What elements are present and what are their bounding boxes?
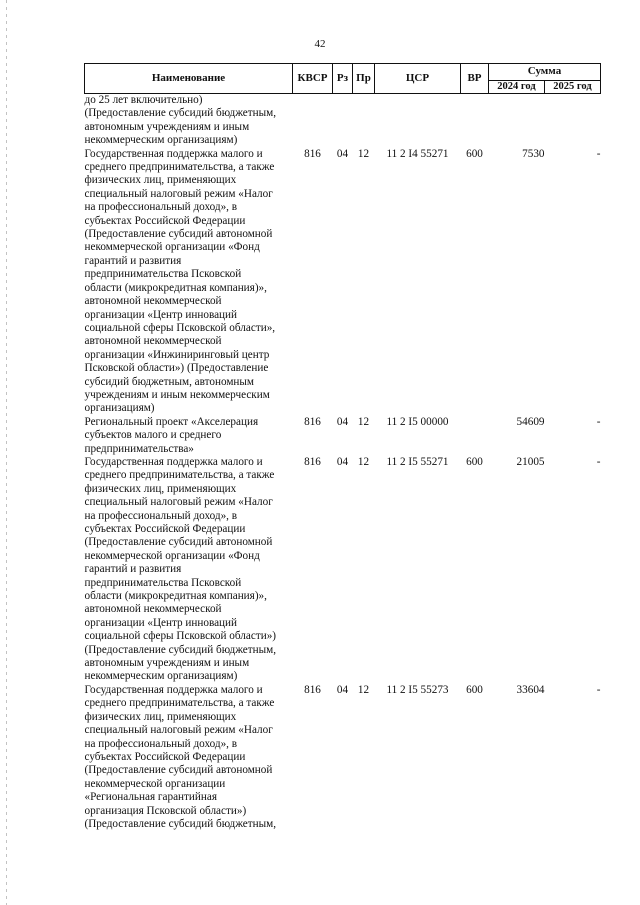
name-line: специальный налоговый режим «Налог <box>84 724 273 737</box>
name-line: (Предоставление субсидий автономной <box>84 536 273 549</box>
name-line: автономной некоммерческой <box>84 295 222 308</box>
cell-name <box>85 684 293 831</box>
cell-kvsr: 816 <box>304 415 321 428</box>
cell-csr: 11 2 I5 00000 <box>386 415 449 428</box>
header-pr: Пр <box>353 64 375 94</box>
cell-sum-2025: - <box>596 683 601 696</box>
name-line: Государственная поддержка малого и <box>84 683 263 696</box>
name-line: среднего предпринимательства, а также <box>84 161 275 174</box>
cell-sum-2025: - <box>596 415 601 428</box>
header-name: Наименование <box>85 64 293 94</box>
name-line: среднего предпринимательства, а также <box>84 469 275 482</box>
name-line: физических лиц, применяющих <box>84 174 237 187</box>
name-line: физических лиц, применяющих <box>84 482 237 495</box>
name-line: области (микрокредитная компания)», <box>84 590 267 603</box>
cell-name <box>85 416 293 456</box>
name-line: специальный налоговый режим «Налог <box>84 496 273 509</box>
name-line: субъектах Российской Федерации <box>84 750 246 763</box>
name-line: «Региональная гарантийная <box>84 791 217 804</box>
name-line: среднего предпринимательства, а также <box>84 697 275 710</box>
cell-rz: 04 <box>336 415 349 428</box>
name-line: физических лиц, применяющих <box>84 710 237 723</box>
cell-csr: 11 2 I4 55271 <box>386 147 449 160</box>
name-line: области (микрокредитная компания)», <box>84 281 267 294</box>
cell-csr <box>375 94 461 148</box>
cell-vr: 600 <box>466 455 483 468</box>
header-sum: Сумма <box>489 64 601 81</box>
name-line: автономной некоммерческой <box>84 335 222 348</box>
name-line: автономной некоммерческой <box>84 603 222 616</box>
cell-vr <box>461 94 489 148</box>
cell-csr: 11 2 I5 55273 <box>386 683 449 696</box>
cell-kvsr: 816 <box>304 147 321 160</box>
cell-rz: 04 <box>336 683 349 696</box>
cell-name <box>85 148 293 416</box>
name-line: организация Псковской области») <box>84 804 247 817</box>
name-line: автономным учреждениям и иным <box>84 120 250 133</box>
name-line: организации «Инжиниринговый центр <box>84 348 270 361</box>
cell-kvsr: 816 <box>304 455 321 468</box>
page-number: 42 <box>314 38 326 50</box>
name-line: гарантий и развития <box>84 563 182 576</box>
cell-pr: 12 <box>357 147 370 160</box>
name-line: Государственная поддержка малого и <box>84 455 263 468</box>
name-line: некоммерческой организации «Фонд <box>84 549 260 562</box>
table-row <box>85 148 601 416</box>
cell-sum-2025: - <box>596 147 601 160</box>
name-line: социальной сферы Псковской области») <box>84 630 277 643</box>
cell-sum-2024: 33604 <box>516 683 545 696</box>
table-header <box>85 64 601 94</box>
name-line: Псковской области») (Предоставление <box>84 362 269 375</box>
name-line: автономным учреждениям и иным <box>84 657 250 670</box>
name-line: Региональный проект «Акселерация <box>84 415 259 428</box>
cell-csr: 11 2 I5 55271 <box>386 455 449 468</box>
name-line: учреждениям и иным некоммерческим <box>84 388 270 401</box>
header-vr: ВР <box>461 64 489 94</box>
cell-sum-2024: 54609 <box>516 415 545 428</box>
scan-edge <box>6 0 7 905</box>
cell-rz: 04 <box>336 147 349 160</box>
name-line: некоммерческим организациям) <box>84 670 238 683</box>
name-line: субъектов малого и среднего <box>84 429 222 442</box>
cell-rz: 04 <box>336 455 349 468</box>
name-line: предпринимательства Псковской <box>84 268 242 281</box>
cell-kvsr <box>293 94 333 148</box>
name-line: социальной сферы Псковской области», <box>84 321 276 334</box>
name-line: на профессиональный доход», в <box>84 737 238 750</box>
name-line: на профессиональный доход», в <box>84 509 238 522</box>
name-line: (Предоставление субсидий автономной <box>84 764 273 777</box>
cell-pr <box>353 94 375 148</box>
cell-sum-2024: 21005 <box>516 455 545 468</box>
name-line: (Предоставление субсидий автономной <box>84 228 273 241</box>
cell-vr <box>461 416 489 456</box>
name-line: предпринимательства Псковской <box>84 576 242 589</box>
table-row <box>85 456 601 684</box>
header-csr: ЦСР <box>375 64 461 94</box>
cell-sum-2024 <box>489 94 545 148</box>
name-line: (Предоставление субсидий бюджетным, <box>84 107 277 120</box>
name-line: Государственная поддержка малого и <box>84 147 263 160</box>
budget-table <box>84 63 601 831</box>
name-line: организациям) <box>84 402 155 415</box>
header-year-2024: 2024 год <box>489 81 545 94</box>
name-line: специальный налоговый режим «Налог <box>84 187 273 200</box>
cell-pr: 12 <box>357 415 370 428</box>
cell-sum-2024: 7530 <box>522 147 545 160</box>
table-row <box>85 416 601 456</box>
table-row <box>85 684 601 831</box>
name-line: субсидий бюджетным, автономным <box>84 375 254 388</box>
cell-pr: 12 <box>357 455 370 468</box>
cell-sum-2025: - <box>596 455 601 468</box>
cell-name <box>85 456 293 684</box>
name-line: организации «Центр инноваций <box>84 308 238 321</box>
cell-pr: 12 <box>357 683 370 696</box>
name-line: гарантий и развития <box>84 254 182 267</box>
name-line: до 25 лет включительно) <box>84 94 203 106</box>
name-line: организации «Центр инноваций <box>84 616 238 629</box>
name-line: субъектах Российской Федерации <box>84 214 246 227</box>
table-body <box>85 94 601 832</box>
name-line: предпринимательства» <box>84 442 194 455</box>
name-line: на профессиональный доход», в <box>84 201 238 214</box>
table-row <box>85 94 601 148</box>
cell-kvsr: 816 <box>304 683 321 696</box>
name-line: некоммерческой организации «Фонд <box>84 241 260 254</box>
cell-vr: 600 <box>466 147 483 160</box>
header-kvsr: КВСР <box>293 64 333 94</box>
cell-sum-2025 <box>545 94 601 148</box>
header-rz: Рз <box>333 64 353 94</box>
name-line: субъектах Российской Федерации <box>84 523 246 535</box>
cell-name <box>85 94 293 148</box>
cell-vr: 600 <box>466 683 483 696</box>
name-line: некоммерческим организациям) <box>84 134 238 147</box>
name-line: (Предоставление субсидий бюджетным, <box>84 817 277 830</box>
name-line: (Предоставление субсидий бюджетным, <box>84 643 277 656</box>
name-line: некоммерческой организации <box>84 777 226 790</box>
header-year-2025: 2025 год <box>545 81 601 94</box>
cell-rz <box>333 94 353 148</box>
